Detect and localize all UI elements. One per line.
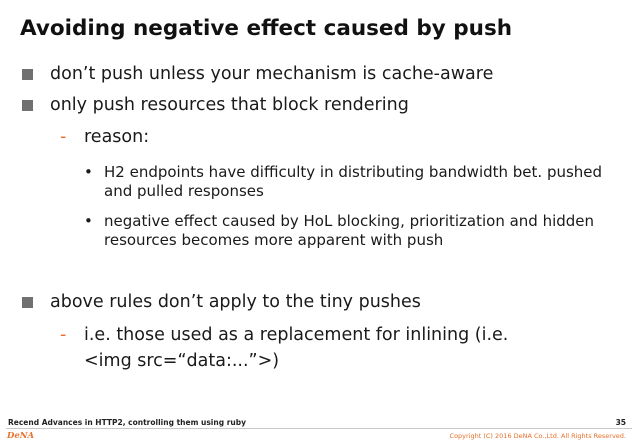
slide-title: Avoiding negative effect caused by push — [20, 16, 513, 41]
square-bullet-icon — [22, 69, 33, 80]
dot-marker: • — [84, 212, 93, 230]
square-bullet-icon — [22, 297, 33, 308]
bullet-text: above rules don’t apply to the tiny pushes — [50, 292, 421, 312]
dash-marker: - — [60, 325, 67, 345]
sub-bullet-text: reason: — [84, 127, 150, 147]
footer-title: Recend Advances in HTTP2, controlling them using ruby — [8, 418, 246, 427]
page-number: 35 — [615, 418, 626, 427]
dash-marker: - — [60, 127, 67, 147]
sub-bullet-text: <img src=“data:...”>) — [84, 351, 280, 371]
dot-marker: • — [84, 163, 93, 181]
square-bullet-icon — [22, 100, 33, 111]
sub-sub-bullet-text: negative effect caused by HoL blocking, prioritization and hidden resources becomes more apparent with push — [104, 212, 595, 249]
bullet-text: only push resources that block rendering — [50, 95, 409, 115]
sub-sub-bullet-text: H2 endpoints have difficulty in distributing bandwidth bet. pushed and pulled responses — [104, 163, 603, 200]
dena-logo: DeNA — [7, 431, 35, 441]
sub-bullet-text: i.e. those used as a replacement for inlining (i.e. — [84, 325, 509, 345]
copyright-text: Copyright (C) 2016 DeNA Co.,Ltd. All Rights Reserved. — [449, 432, 626, 440]
bullet-text: don’t push unless your mechanism is cache-aware — [50, 64, 494, 84]
footer-divider — [6, 428, 632, 429]
